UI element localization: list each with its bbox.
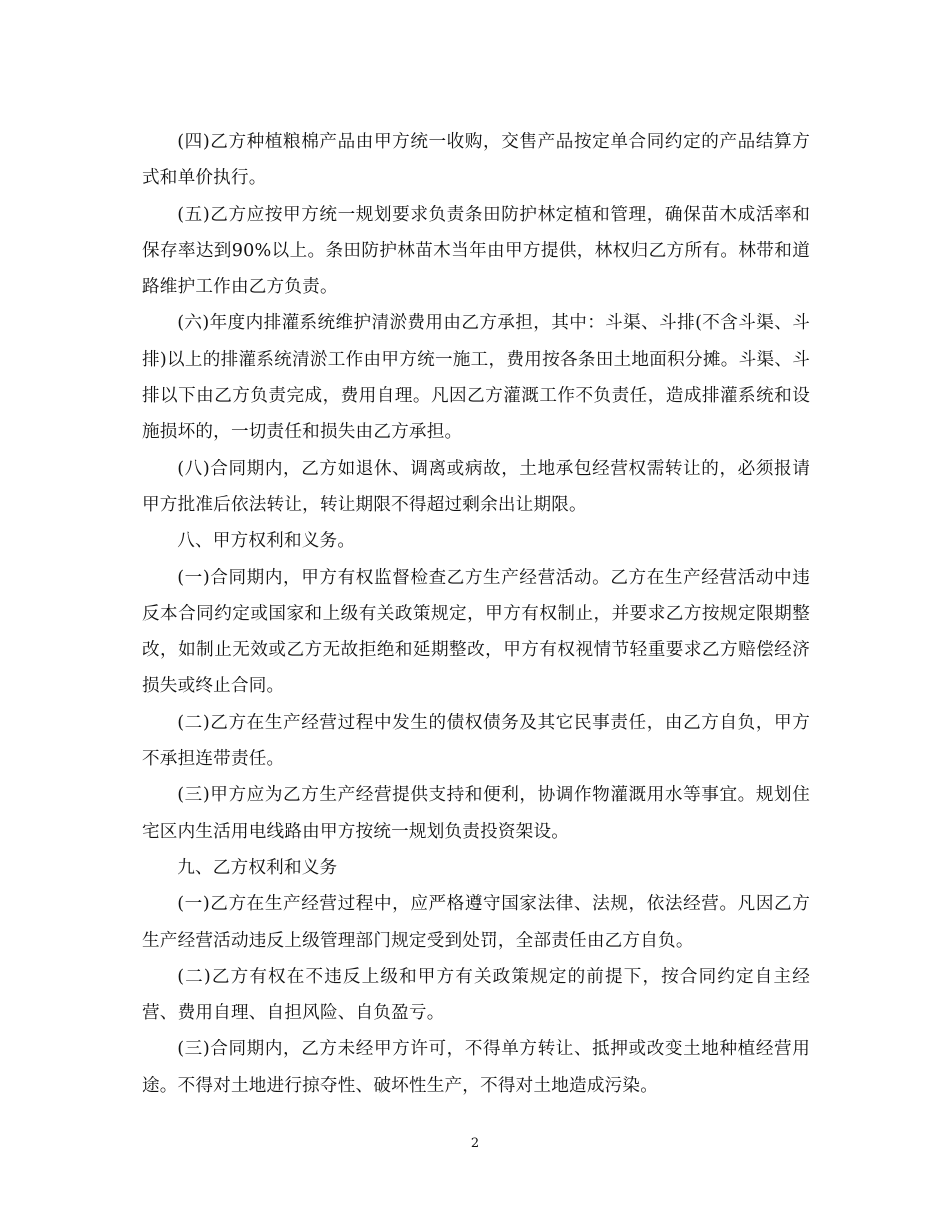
document-body xyxy=(142,124,810,1104)
paragraph-party-a-liability: (二)乙方在生产经营过程中发生的债权债务及其它民事责任，由乙方自负，甲方不承担连带责任。 xyxy=(142,712,810,770)
page-number: 2 xyxy=(470,1136,480,1151)
paragraph-party-a-support: (三)甲方应为乙方生产经营提供支持和便利，协调作物灌溉用水等事宜。规划住宅区内生活用电线路由甲方按统一规划负责投资架设。 xyxy=(142,785,810,842)
paragraph-party-a-supervision: (一)合同期内，甲方有权监督检查乙方生产经营活动。乙方在生产经营活动中违反本合同约定或国家和上级有关政策规定，甲方有权制止，并要求乙方按规定限期整改，如制止无效或乙方无故拒绝和延期整改，甲方有权视情节轻重要求乙方赔偿经济损失或终止合同。 xyxy=(142,567,810,697)
paragraph-irrigation: (六)年度内排灌系统维护清淤费用由乙方承担，其中：斗渠、斗排(不含斗渠、斗排)以上的排灌系统清淤工作由甲方统一施工，费用按各条田土地面积分摊。斗渠、斗排以下由乙方负责完成，费用自理。凡因乙方灌溉工作不负责任，造成排灌系统和设施损坏的，一切责任和损失由乙方承担。 xyxy=(142,313,810,443)
section-heading-party-b: 九、乙方权利和义务 xyxy=(177,857,338,878)
paragraph-party-b-autonomy: (二)乙方有权在不违反上级和甲方有关政策规定的前提下，按合同约定自主经营、费用自理、自担风险、自负盈亏。 xyxy=(142,966,810,1024)
paragraph-party-b-land-use: (三)合同期内，乙方未经甲方许可，不得单方转让、抵押或改变土地种植经营用途。不得对土地进行掠夺性、破坏性生产，不得对土地造成污染。 xyxy=(142,1039,810,1096)
section-heading-party-a: 八、甲方权利和义务。 xyxy=(177,531,356,552)
paragraph-party-b-compliance: (一)乙方在生产经营过程中，应严格遵守国家法律、法规，依法经营。凡因乙方生产经营活动违反上级管理部门规定受到处罚，全部责任由乙方自负。 xyxy=(142,894,810,951)
paragraph-transfer: (八)合同期内，乙方如退休、调离或病故，土地承包经营权需转让的，必须报请甲方批准后依法转让，转让期限不得超过剩余出让期限。 xyxy=(142,458,810,515)
paragraph-shelterbelt: (五)乙方应按甲方统一规划要求负责条田防护林定植和管理，确保苗木成活率和保存率达到90%以上。条田防护林苗木当年由甲方提供，林权归乙方所有。林带和道路维护工作由乙方负责。 xyxy=(142,204,810,298)
paragraph-purchase: (四)乙方种植粮棉产品由甲方统一收购，交售产品按定单合同约定的产品结算方式和单价执行。 xyxy=(142,132,810,189)
